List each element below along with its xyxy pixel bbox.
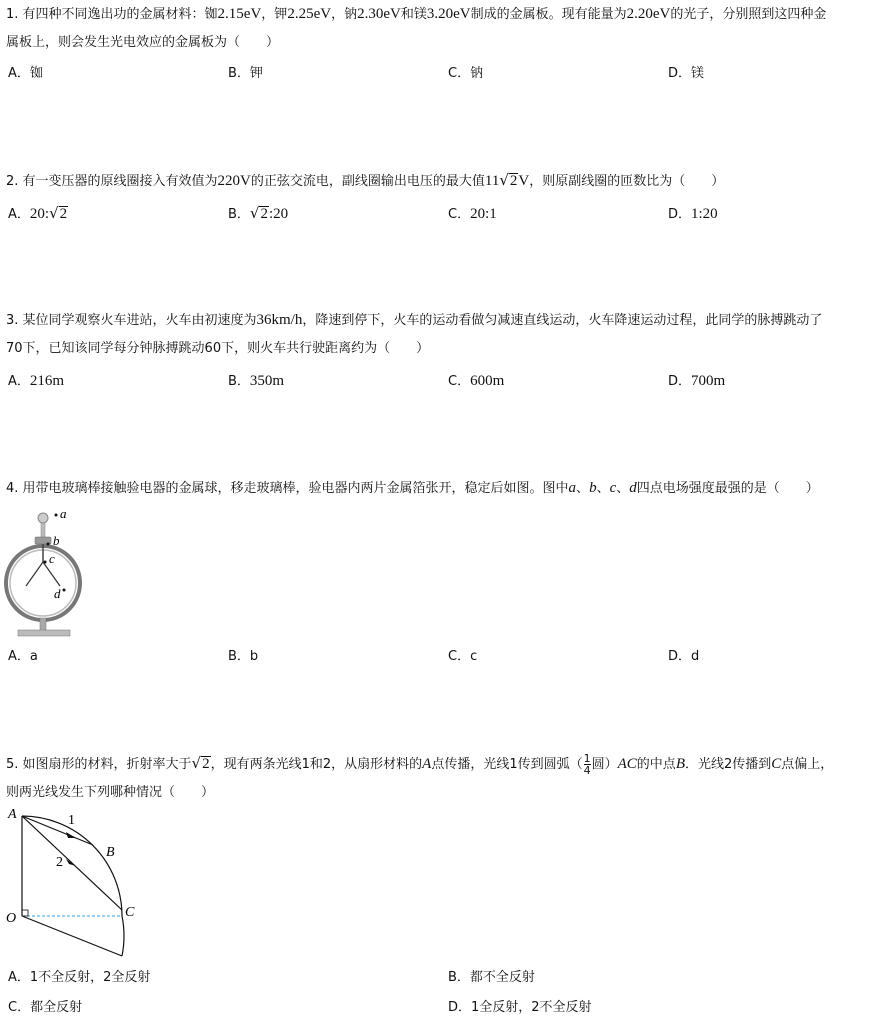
fraction-one-quarter <box>584 753 591 776</box>
option-prefix: A． <box>8 374 30 389</box>
q4-text: 4. 用带电玻璃棒接触验电器的金属球，移走玻璃棒，验电器内两片金属箔张开，稳定后如图。图中 <box>6 481 569 496</box>
label-ray-1: 1 <box>68 813 75 828</box>
q1-value: 2.15eV <box>217 6 262 22</box>
q1-text: 的光子，分别照到这四种金 <box>670 7 827 22</box>
q5-option-c[interactable]: C．都全反射 <box>8 1000 83 1015</box>
q2-value: 11 <box>484 173 500 189</box>
ray-2-arrow-icon <box>66 859 76 866</box>
label-B: B <box>106 845 115 860</box>
q5-text: 点传播，光线1传到圆弧（ <box>431 757 583 772</box>
option-prefix: D． <box>668 374 692 389</box>
q2-option-d[interactable] <box>668 203 718 223</box>
q3-option-a[interactable] <box>8 370 64 390</box>
q1-option-a[interactable]: A．铷 <box>8 66 43 81</box>
ray-1 <box>22 816 93 845</box>
question-1 <box>6 0 886 57</box>
q3-option-d[interactable] <box>668 370 725 390</box>
q2-option-a[interactable] <box>8 203 68 223</box>
sqrt-icon: √ <box>249 204 260 222</box>
numerator: 1 <box>583 752 591 765</box>
option-value: 2 <box>260 206 268 222</box>
option-value: 20:1 <box>470 206 497 222</box>
option-prefix: C． <box>448 374 471 389</box>
q2-text: ，则原副线圈的匝数比为（ ） <box>529 174 725 189</box>
point-a <box>55 514 58 517</box>
denominator: 4 <box>583 764 591 777</box>
option-prefix: B． <box>228 207 250 222</box>
q5-text: 5. 如图扇形的材料，折射率大于 <box>6 757 192 772</box>
electroscope-figure <box>0 506 90 638</box>
q1-value: 2.20eV <box>626 6 671 22</box>
q1-text: 1. 有四种不同逸出功的金属材料：铷 <box>6 7 218 22</box>
q5-text: 圆） <box>591 757 618 772</box>
q2-value: V <box>518 173 530 189</box>
q4-text: 、 <box>576 481 590 496</box>
q5-text: 的中点 <box>636 757 676 772</box>
q4-option-d[interactable]: D．d <box>668 649 700 664</box>
stand-base <box>18 630 70 636</box>
option-prefix: D． <box>668 207 692 222</box>
sqrt-icon: √ <box>191 754 202 772</box>
edge-lower <box>22 916 122 956</box>
q5-option-b[interactable]: B．都不全反射 <box>448 970 535 985</box>
q5-var: C <box>771 756 782 772</box>
q5-text: 点偏上， <box>781 757 834 772</box>
option-value: 700m <box>691 373 726 389</box>
q1-option-c[interactable]: C．钠 <box>448 66 484 81</box>
q1-value: 3.20eV <box>426 6 471 22</box>
option-value: 600m <box>470 373 505 389</box>
q1-text: 和镁 <box>400 7 427 22</box>
q4-option-a[interactable]: A．a <box>8 649 38 664</box>
option-value: 216m <box>29 373 65 389</box>
option-value: :20 <box>268 206 289 222</box>
q2-value: 220V <box>217 173 251 189</box>
q2-option-c[interactable] <box>448 203 497 223</box>
label-b: b <box>53 533 60 548</box>
q1-text: ，钠 <box>331 7 358 22</box>
q3-value: 36km/h <box>256 312 303 328</box>
q4-option-c[interactable]: C．c <box>448 649 478 664</box>
q4-text: 四点电场强度最强的是（ ） <box>636 481 819 496</box>
q1-value: 2.25eV <box>287 6 332 22</box>
option-prefix: C． <box>448 207 471 222</box>
label-A: A <box>8 807 17 822</box>
q5-text: ．光线2传播到 <box>684 757 772 772</box>
option-value: 2 <box>59 206 68 222</box>
option-prefix: A． <box>8 207 30 222</box>
q1-text: ，钾 <box>261 7 288 22</box>
label-C: C <box>125 905 135 920</box>
option-value: 1:20 <box>691 206 718 222</box>
q4-var: b <box>589 480 597 496</box>
arc-AC <box>22 816 122 916</box>
q5-text: ，现有两条光线1和2，从扇形材料的 <box>210 757 423 772</box>
label-ray-2: 2 <box>56 855 63 870</box>
arc-lower <box>122 916 124 956</box>
q4-var: c <box>609 480 617 496</box>
q2-value: 2 <box>509 173 518 189</box>
q4-var: d <box>629 480 637 496</box>
sqrt-icon: √ <box>499 171 509 189</box>
q5-option-d[interactable]: D．1全反射，2不全反射 <box>448 1000 592 1015</box>
q1-text: 属板上，则会发生光电效应的金属板为（ ） <box>6 35 280 50</box>
q1-text: 制成的金属板。现有能量为 <box>470 7 627 22</box>
q3-option-c[interactable] <box>448 370 504 390</box>
label-a: a <box>60 506 67 521</box>
q5-value: 2 <box>202 756 210 772</box>
option-value: 20: <box>29 206 50 222</box>
point-d <box>63 589 66 592</box>
question-4 <box>6 474 886 503</box>
q4-var: a <box>568 480 577 496</box>
q5-var: AC <box>617 756 637 772</box>
q3-option-b[interactable] <box>228 370 284 390</box>
question-2 <box>6 166 886 196</box>
point-c <box>44 561 47 564</box>
q5-text: 则两光线发生下列哪种情况（ ） <box>6 785 215 800</box>
q4-option-b[interactable]: B．b <box>228 649 259 664</box>
question-5 <box>6 749 886 807</box>
label-O: O <box>6 911 17 926</box>
q1-option-b[interactable]: B．钾 <box>228 66 263 81</box>
option-value: 350m <box>249 373 285 389</box>
q2-text: 2. 有一变压器的原线圈接入有效值为 <box>6 174 218 189</box>
q3-text: 3. 某位同学观察火车进站，火车由初速度为 <box>6 313 257 328</box>
q2-option-b[interactable] <box>228 203 288 223</box>
metal-ball <box>38 513 48 523</box>
right-angle-mark <box>22 910 28 916</box>
sector-figure <box>0 804 150 962</box>
q2-text: 的正弦交流电，副线圈输出电压的最大值 <box>250 174 485 189</box>
foil-leaf-left <box>26 562 43 586</box>
q3-text: ，降速到停下，火车的运动看做匀减速直线运动，火车降速运动过程，此同学的脉搏跳动了 <box>302 313 823 328</box>
sqrt-icon: √ <box>49 204 59 222</box>
q4-text: 、 <box>596 481 610 496</box>
q5-var: B <box>675 756 685 772</box>
label-d: d <box>54 586 61 601</box>
q5-var: A <box>422 756 432 772</box>
question-3 <box>6 306 886 363</box>
label-c: c <box>49 551 55 566</box>
q1-value: 2.30eV <box>357 6 401 22</box>
option-prefix: B． <box>228 374 250 389</box>
q4-text: 、 <box>616 481 630 496</box>
q5-option-a[interactable]: A．1不全反射，2全反射 <box>8 970 151 985</box>
q3-text: 70下，已知该同学每分钟脉搏跳动60下，则火车共行驶距离约为（ ） <box>6 341 430 356</box>
point-b <box>47 543 50 546</box>
q1-option-d[interactable]: D．镁 <box>668 66 705 81</box>
